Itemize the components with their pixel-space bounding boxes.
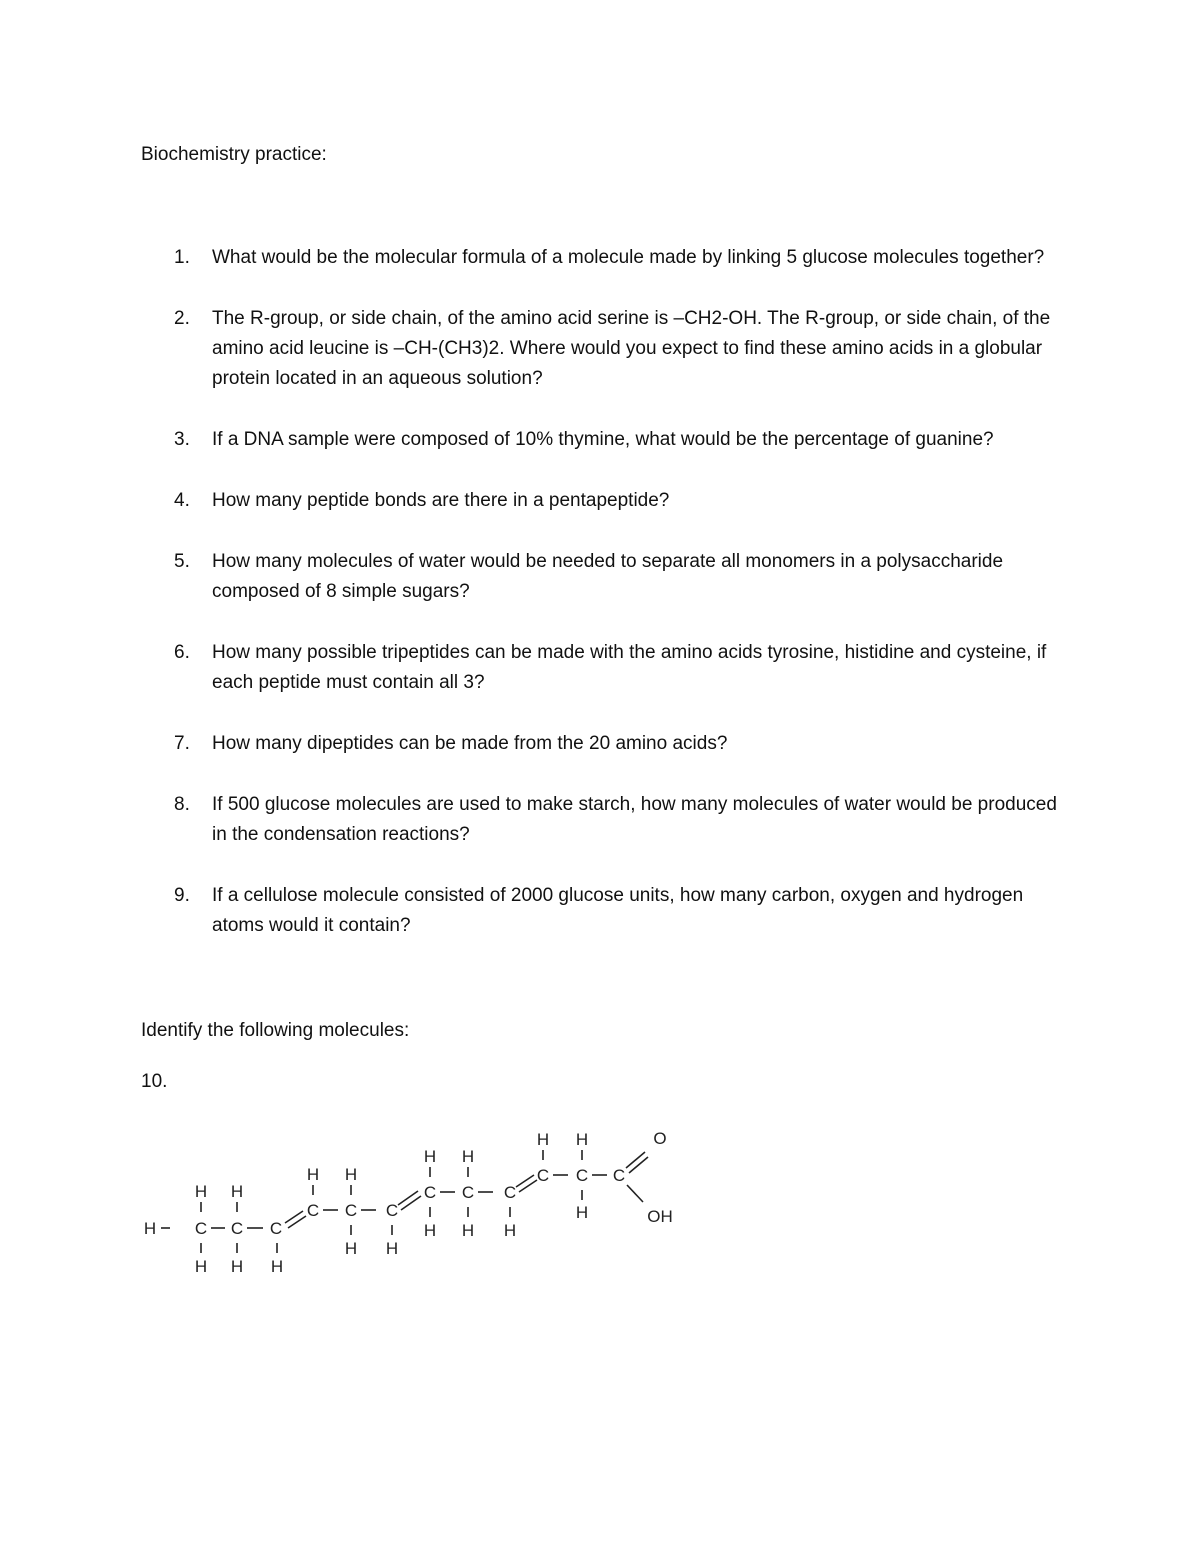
- question-number: 9.: [174, 885, 190, 906]
- hydrogen-atom: H: [194, 1182, 208, 1201]
- hydrogen-atom: H: [503, 1221, 517, 1240]
- hydrogen-atom: H: [143, 1219, 157, 1238]
- carbon-atom: C: [612, 1166, 626, 1185]
- hydrogen-atom: H: [461, 1221, 475, 1240]
- section-heading: Identify the following molecules:: [141, 1020, 410, 1041]
- question-text: What would be the molecular formula of a molecule made by linking 5 glucose molecules together?: [212, 247, 1045, 268]
- carbon-atom: C: [461, 1183, 475, 1202]
- hydrogen-atom: H: [423, 1147, 437, 1166]
- double-bond: [398, 1191, 418, 1205]
- carbon-atom: C: [306, 1201, 320, 1220]
- double-bond: [629, 1157, 648, 1173]
- hydrogen-atom: H: [344, 1165, 358, 1184]
- question-number: 3.: [174, 429, 190, 450]
- hydrogen-atom: H: [385, 1239, 399, 1258]
- double-bond: [288, 1216, 306, 1228]
- page-title: Biochemistry practice:: [141, 144, 327, 165]
- double-bond: [519, 1180, 537, 1192]
- hydrogen-atom: H: [575, 1203, 589, 1222]
- question-10-number: 10.: [141, 1071, 168, 1092]
- question-number: 7.: [174, 733, 190, 754]
- double-bond: [626, 1152, 645, 1168]
- question-text: How many molecules of water would be needed to separate all monomers in a polysaccharide composed of 8 simple sugars?: [212, 551, 1004, 602]
- question-item: [141, 425, 1061, 455]
- carbon-atom: C: [536, 1166, 550, 1185]
- carbon-atom: C: [385, 1201, 399, 1220]
- question-item: [141, 243, 1061, 273]
- hydrogen-atom: H: [423, 1221, 437, 1240]
- question-text: If a DNA sample were composed of 10% thymine, what would be the percentage of guanine?: [212, 429, 994, 450]
- hydrogen-atom: H: [536, 1130, 550, 1149]
- question-number: 8.: [174, 794, 190, 815]
- question-text: If a cellulose molecule consisted of 2000 glucose units, how many carbon, oxygen and hydrogen atoms would it contain?: [212, 885, 1024, 936]
- question-text: How many peptide bonds are there in a pentapeptide?: [212, 490, 670, 511]
- question-text: How many possible tripeptides can be made with the amino acids tyrosine, histidine and cysteine, if each peptide must contain all 3?: [212, 642, 1047, 693]
- carbon-atom: C: [230, 1219, 244, 1238]
- hydrogen-atom: H: [194, 1257, 208, 1276]
- question-item: [141, 304, 1061, 394]
- question-item: [141, 547, 1061, 607]
- double-bond: [401, 1196, 421, 1210]
- double-bond: [285, 1211, 303, 1223]
- oxygen-atom: O: [653, 1129, 667, 1148]
- question-number: 5.: [174, 551, 190, 572]
- carbon-atom: C: [423, 1183, 437, 1202]
- question-item: [141, 638, 1061, 698]
- hydrogen-atom: H: [230, 1182, 244, 1201]
- question-number: 6.: [174, 642, 190, 663]
- carbon-atom: C: [344, 1201, 358, 1220]
- single-bond: [627, 1185, 643, 1202]
- question-number: 4.: [174, 490, 190, 511]
- carbon-atom: C: [194, 1219, 208, 1238]
- hydrogen-atom: H: [270, 1257, 284, 1276]
- question-text: How many dipeptides can be made from the 20 amino acids?: [212, 733, 728, 754]
- fatty-acid-structure: [140, 1118, 700, 1278]
- question-text: If 500 glucose molecules are used to make starch, how many molecules of water would be produced in the condensation reactions?: [212, 794, 1057, 845]
- question-number: 1.: [174, 247, 190, 268]
- question-item: [141, 486, 1061, 516]
- hydroxyl-group: OH: [647, 1207, 673, 1226]
- hydrogen-atom: H: [344, 1239, 358, 1258]
- carbon-atom: C: [503, 1183, 517, 1202]
- hydrogen-atom: H: [230, 1257, 244, 1276]
- hydrogen-atom: H: [461, 1147, 475, 1166]
- question-list: [141, 243, 1061, 972]
- carbon-atom: C: [575, 1166, 589, 1185]
- question-item: [141, 729, 1061, 759]
- double-bond: [516, 1175, 534, 1187]
- hydrogen-atom: H: [575, 1130, 589, 1149]
- question-text: The R-group, or side chain, of the amino acid serine is –CH2-OH. The R-group, or side chain, of the amino acid leucine is –CH-(CH3)2. Where would you expect to find these amino acids in a globular protein located in an aqueous solution?: [212, 308, 1051, 389]
- question-number: 2.: [174, 308, 190, 329]
- question-item: [141, 790, 1061, 850]
- hydrogen-atom: H: [306, 1165, 320, 1184]
- carbon-atom: C: [269, 1219, 283, 1238]
- question-item: [141, 881, 1061, 941]
